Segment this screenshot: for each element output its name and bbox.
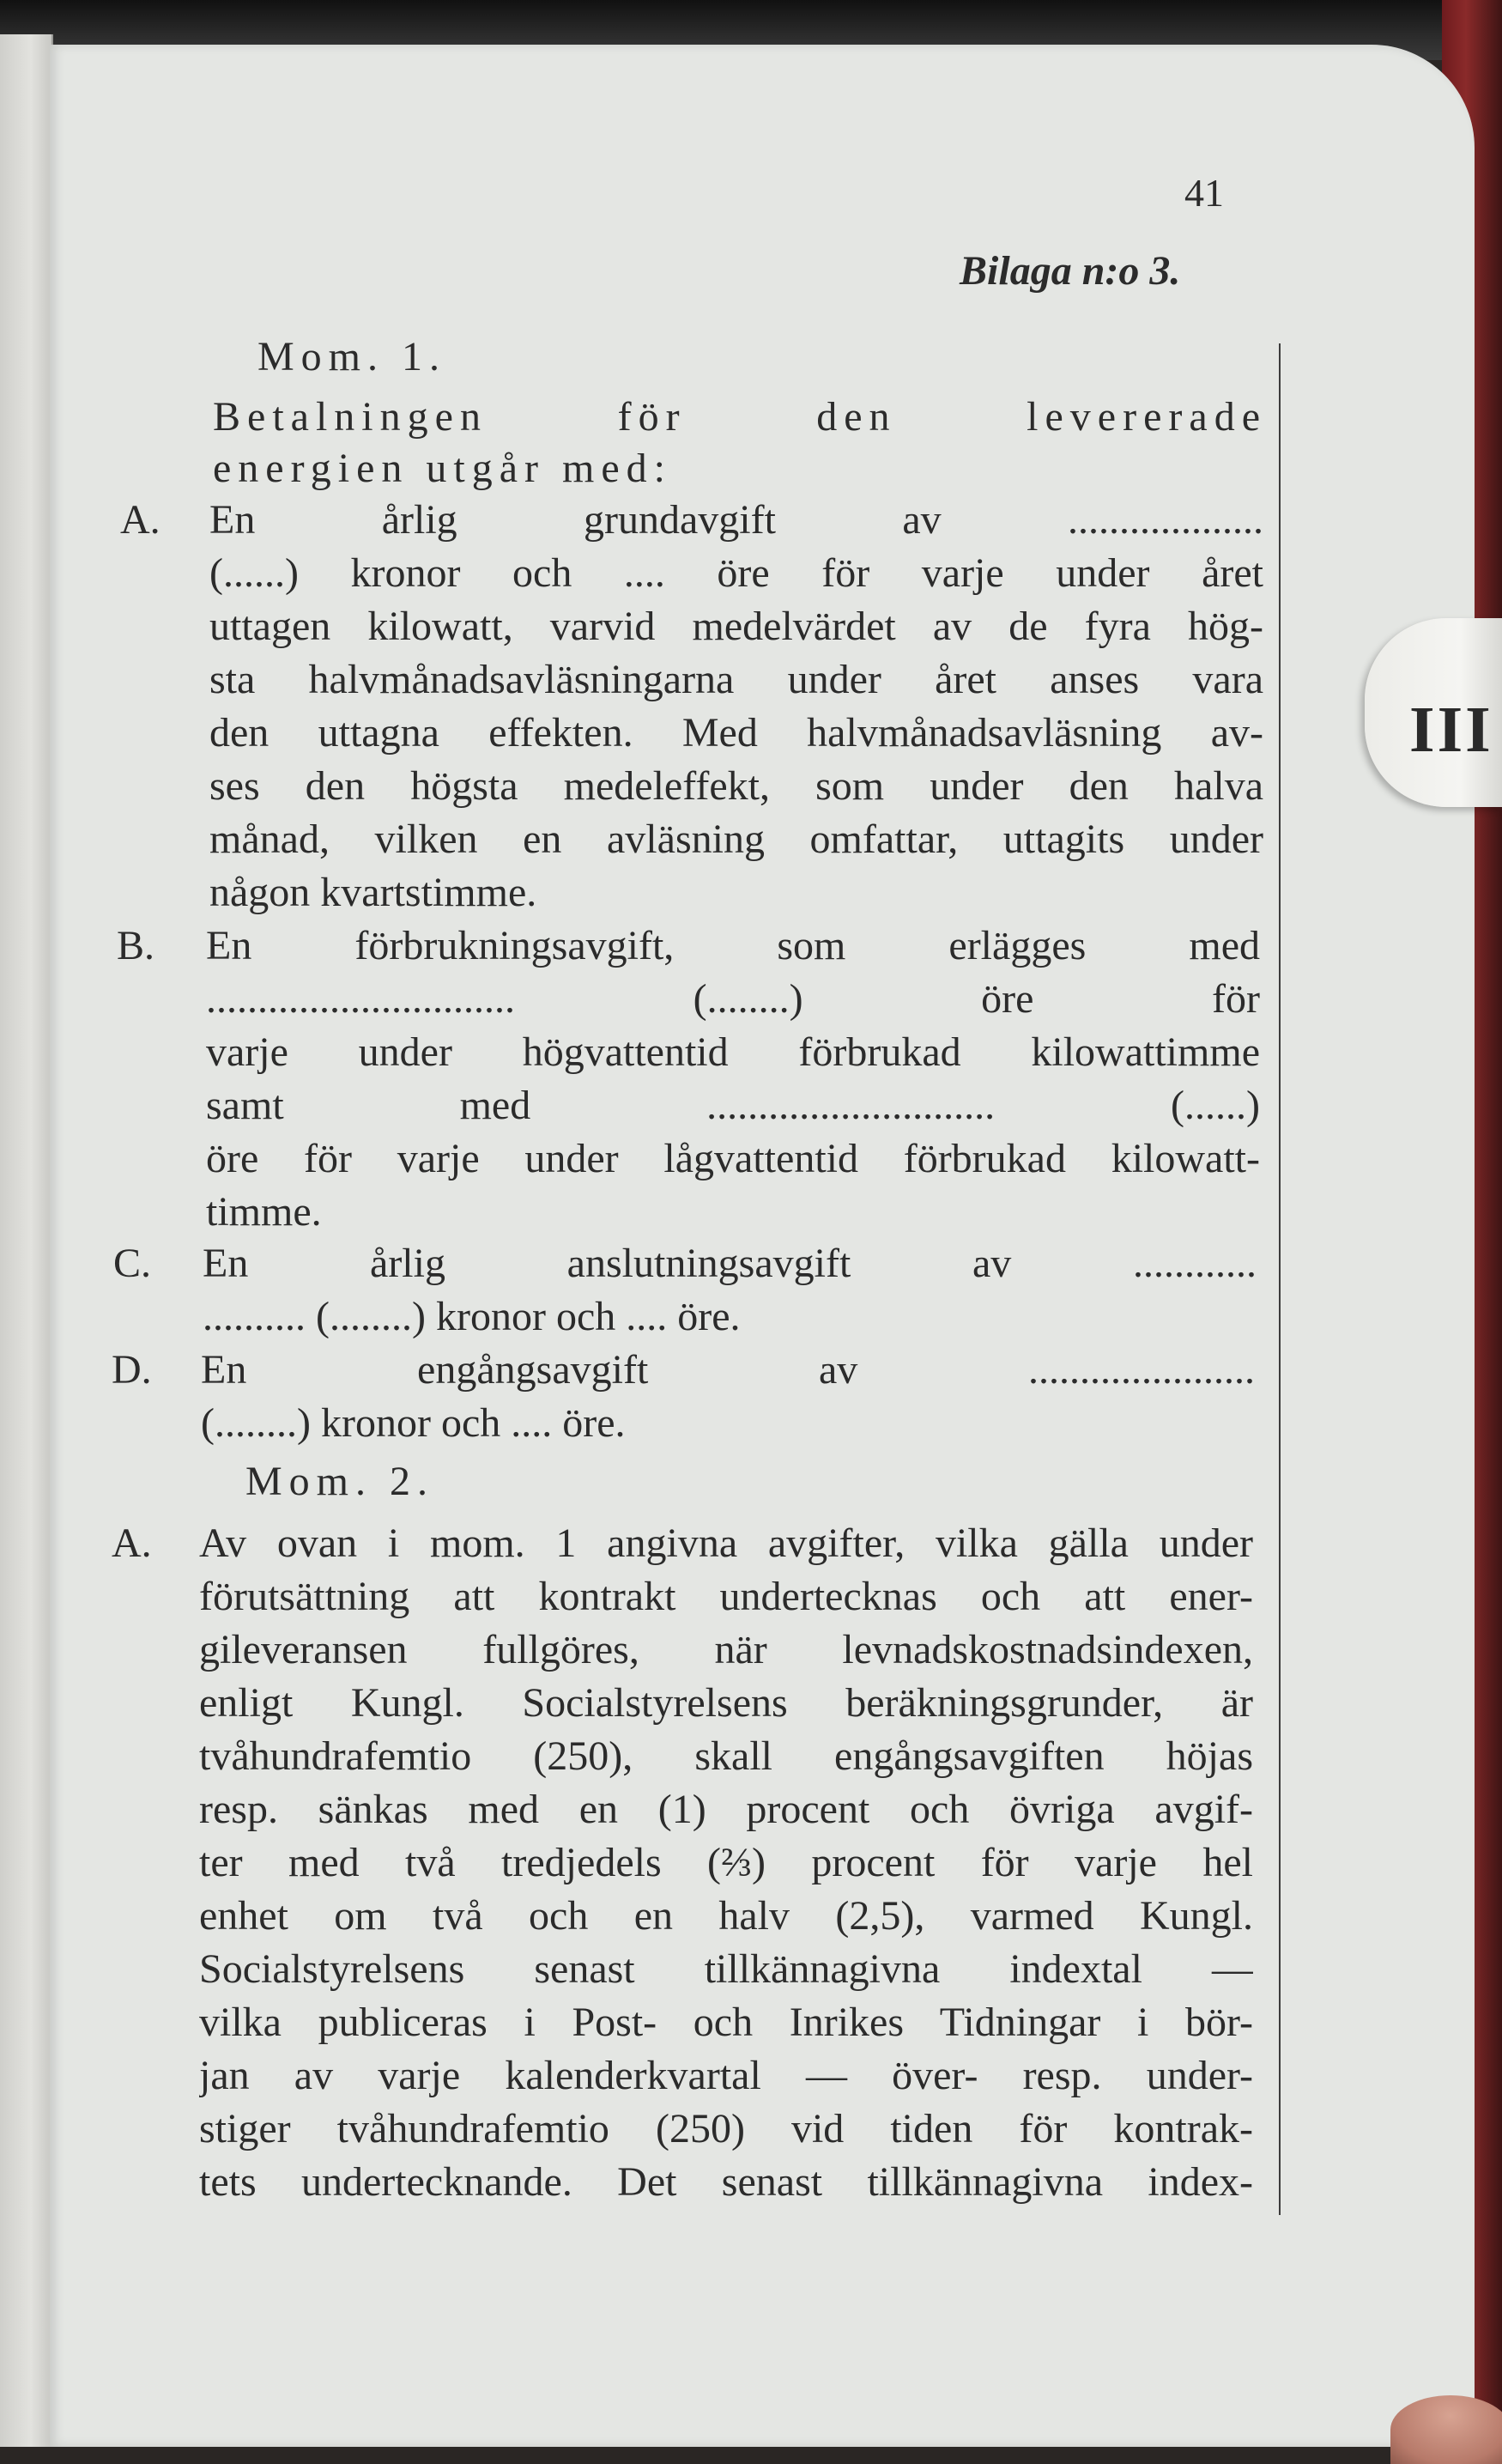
margin-rule [1279, 343, 1281, 2215]
mom2-line: Socialstyrelsens senast tillkännagivna indextal — [199, 1949, 1253, 1992]
item-a-line: sta halvmånadsavläsningarna under året anses vara [209, 659, 1263, 702]
appendix-heading: Bilaga n:o 3. [960, 248, 1181, 294]
mom2-line: resp. sänkas med en (1) procent och övriga avgif- [199, 1789, 1253, 1832]
item-b-line: varje under högvattentid förbrukad kilowattimme [206, 1032, 1260, 1075]
mom2-line: jan av varje kalenderkvartal — över- resp. under- [199, 2055, 1253, 2098]
mom2-line: tvåhundrafemtio (250), skall engångsavgiften höjas [199, 1736, 1253, 1779]
item-b-line: timme. [206, 1189, 322, 1235]
mom1-intro-line: energien utgår med: [213, 446, 672, 491]
item-label-a: A. [120, 497, 160, 543]
item-a-line: någon kvartstimme. [209, 870, 537, 915]
item-a-line: En årlig grundavgift av ................... [209, 500, 1263, 543]
mom2-line: förutsättning att kontrakt undertecknas och att ener- [199, 1576, 1253, 1619]
mom2-label-a: A. [112, 1520, 152, 1566]
index-tab[interactable] [1365, 618, 1502, 807]
item-a-line: ses den högsta medeleffekt, som under den halva [209, 766, 1263, 809]
item-d-line: (........) kronor och .... öre. [201, 1400, 626, 1446]
item-b-line: samt med ............................ (......) [206, 1085, 1260, 1128]
item-b-line: .............................. (........) öre för [206, 979, 1260, 1022]
item-b-line: öre för varje under lågvattentid förbrukad kilowatt- [206, 1138, 1260, 1181]
mom2-line: gileveransen fullgöres, när levnadskostnadsindexen, [199, 1630, 1253, 1672]
item-c-line: En årlig anslutningsavgift av ............ [203, 1243, 1257, 1286]
item-d-line: En engångsavgift av ...................... [201, 1350, 1255, 1393]
item-label-b: B. [117, 923, 155, 968]
mom2-line: stiger tvåhundrafemtio (250) vid tiden för kontrak- [199, 2109, 1253, 2151]
mom2-line: enhet om två och en halv (2,5), varmed Kungl. [199, 1896, 1253, 1939]
mom2-line: vilka publiceras i Post- och Inrikes Tidningar i bör- [199, 2002, 1253, 2045]
mom1-intro-line: Betalningen för den levererade [213, 397, 1267, 440]
item-b-line: En förbrukningsavgift, som erlägges med [206, 926, 1260, 968]
index-tab-label: III [1409, 694, 1493, 766]
page-number: 41 [1184, 171, 1224, 215]
item-label-c: C. [113, 1241, 152, 1286]
mom2-heading: Mom. 2. [245, 1459, 435, 1504]
mom2-line: tets undertecknande. Det senast tillkännagivna index- [199, 2162, 1253, 2205]
thumb [1390, 2395, 1502, 2464]
previous-page-edge [0, 34, 53, 2447]
item-label-d: D. [112, 1347, 152, 1393]
item-a-line: månad, vilken en avläsning omfattar, uttagits under [209, 819, 1263, 862]
mom1-heading: Mom. 1. [257, 334, 447, 379]
mom2-line: enligt Kungl. Socialstyrelsens beräkningsgrunder, är [199, 1683, 1253, 1726]
mom2-line: ter med två tredjedels (⅔) procent för varje hel [199, 1842, 1253, 1885]
item-a-line: den uttagna effekten. Med halvmånadsavläsning av- [209, 713, 1263, 756]
item-a-line: uttagen kilowatt, varvid medelvärdet av de fyra hög- [209, 606, 1263, 649]
item-c-line: .......... (........) kronor och .... öre. [203, 1294, 741, 1339]
mom2-line: Av ovan i mom. 1 angivna avgifter, vilka gälla under [199, 1523, 1253, 1566]
item-a-line: (......) kronor och .... öre för varje under året [209, 553, 1263, 596]
